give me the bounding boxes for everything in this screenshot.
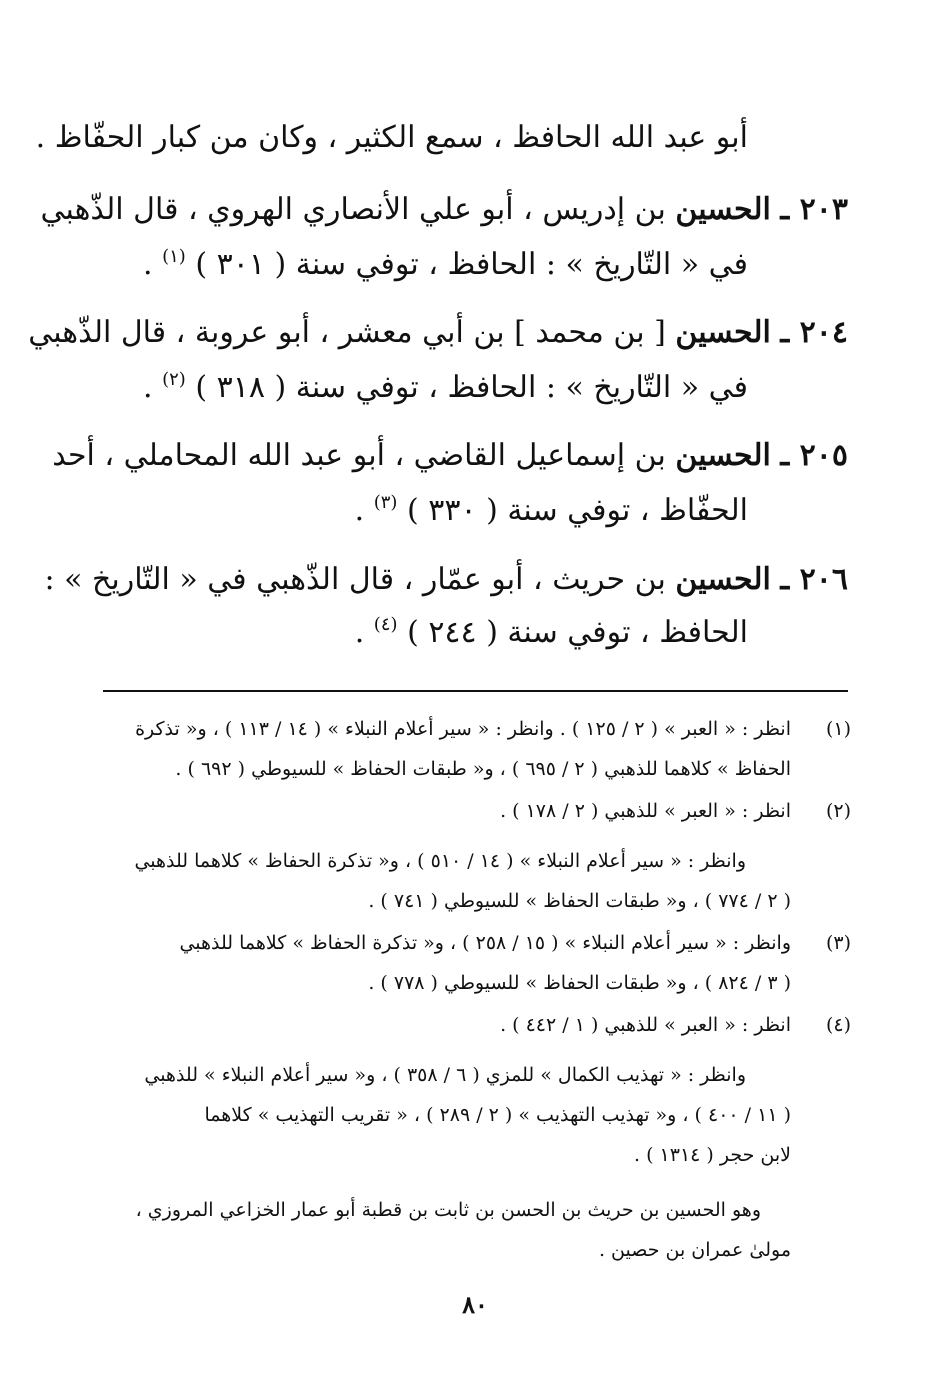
entry-205-line1 <box>52 436 848 476</box>
footnote-2-line3: ( ٢ / ٧٧٤ ) ، و« طبقات الحفاظ » للسيوطي ( ٧٤١ ) . <box>368 890 791 912</box>
entry-text: في « التّاريخ » : الحافظ ، توفي سنة ( ٣٠١ ) <box>195 247 748 282</box>
entry-text: الحفّاظ ، توفي سنة ( ٣٣٠ ) <box>406 493 748 528</box>
footnote-4-line3: ( ١١ / ٤٠٠ ) ، و« تهذيب التهذيب » ( ٢ / ٢٨٩ ) ، « تقريب التهذيب » كلاهما <box>204 1104 791 1126</box>
entry-number: ٢٠٣ ـ <box>780 192 848 227</box>
footnote-ref[interactable]: (٣) <box>373 492 398 513</box>
footnote-4-marker: (٤) <box>825 1014 851 1036</box>
footnote-2-marker: (٢) <box>825 800 851 822</box>
entry-206-line2 <box>98 613 748 653</box>
entry-text: [ بن محمد ] بن أبي معشر ، أبو عروبة ، قال الذّهبي <box>28 315 666 350</box>
entry-name: الحسين <box>675 562 771 597</box>
footnote-4-line5: وهو الحسين بن حريث بن الحسن بن ثابت بن قطبة أبو عمار الخزاعي المروزي ، <box>135 1199 761 1221</box>
entry-tail: . <box>354 493 365 528</box>
entry-text: الحافظ ، توفي سنة ( ٢٤٤ ) <box>407 615 748 650</box>
entry-204-line2 <box>98 368 748 408</box>
entry-203-line1 <box>40 190 848 230</box>
entry-tail: . <box>354 615 365 650</box>
footnote-ref[interactable]: (٢) <box>162 369 186 390</box>
footnote-1-marker: (١) <box>825 718 851 740</box>
footnote-separator <box>103 690 848 692</box>
intro-line: أبو عبد الله الحافظ ، سمع الكثير ، وكان من كبار الحفّاظ . <box>35 120 748 155</box>
footnote-3-line1: وانظر : « سير أعلام النبلاء » ( ١٥ / ٢٥٨ ) ، و« تذكرة الحفاظ » كلاهما للذهبي <box>179 932 791 954</box>
entry-203-line2 <box>98 245 748 285</box>
entry-name: الحسين <box>675 315 771 350</box>
footnote-ref[interactable]: (٤) <box>373 614 398 635</box>
entry-205-line2 <box>98 491 748 531</box>
footnote-2-line2: وانظر : « سير أعلام النبلاء » ( ١٤ / ٥١٠ ) ، و« تذكرة الحفاظ » كلاهما للذهبي <box>134 850 746 872</box>
footnote-1-line1: انظر : « العبر » ( ٢ / ١٢٥ ) . وانظر : « سير أعلام النبلاء » ( ١٤ / ١١٣ ) ، و« تذكرة <box>135 718 791 740</box>
footnote-3-marker: (٣) <box>825 932 851 954</box>
entry-number: ٢٠٦ ـ <box>780 562 848 597</box>
footnote-ref[interactable]: (١) <box>162 246 186 267</box>
entry-tail: . <box>142 247 153 282</box>
footnote-4-line1: انظر : « العبر » للذهبي ( ١ / ٤٤٢ ) . <box>500 1014 791 1036</box>
entry-number: ٢٠٤ ـ <box>780 315 848 350</box>
entry-text: بن حريث ، أبو عمّار ، قال الذّهبي في « التّاريخ » : <box>44 562 666 597</box>
entry-name: الحسين <box>675 192 771 227</box>
footnote-2-line1: انظر : « العبر » للذهبي ( ٢ / ١٧٨ ) . <box>500 800 791 822</box>
entry-number: ٢٠٥ ـ <box>780 438 848 473</box>
footnote-3-line2: ( ٣ / ٨٢٤ ) ، و« طبقات الحفاظ » للسيوطي ( ٧٧٨ ) . <box>368 972 791 994</box>
entry-tail: . <box>142 370 153 405</box>
entry-206-line1 <box>44 560 848 600</box>
footnote-4-line6: مولىٰ عمران بن حصين . <box>598 1239 791 1261</box>
entry-text: في « التّاريخ » : الحافظ ، توفي سنة ( ٣١٨ ) <box>195 370 748 405</box>
footnote-4-line2: وانظر : « تهذيب الكمال » للمزي ( ٦ / ٣٥٨ ) ، و« سير أعلام النبلاء » للذهبي <box>144 1064 746 1086</box>
footnote-4-line4: لابن حجر ( ١٣١٤ ) . <box>634 1144 791 1166</box>
entry-text: بن إسماعيل القاضي ، أبو عبد الله المحاملي ، أحد <box>52 438 666 473</box>
entry-name: الحسين <box>675 438 771 473</box>
page-number: ٨٠ <box>462 1290 488 1319</box>
entry-text: بن إدريس ، أبو علي الأنصاري الهروي ، قال الذّهبي <box>40 192 666 227</box>
footnote-1-line2: الحفاظ » كلاهما للذهبي ( ٢ / ٦٩٥ ) ، و« طبقات الحفاظ » للسيوطي ( ٦٩٢ ) . <box>175 758 791 780</box>
entry-204-line1 <box>28 313 848 353</box>
